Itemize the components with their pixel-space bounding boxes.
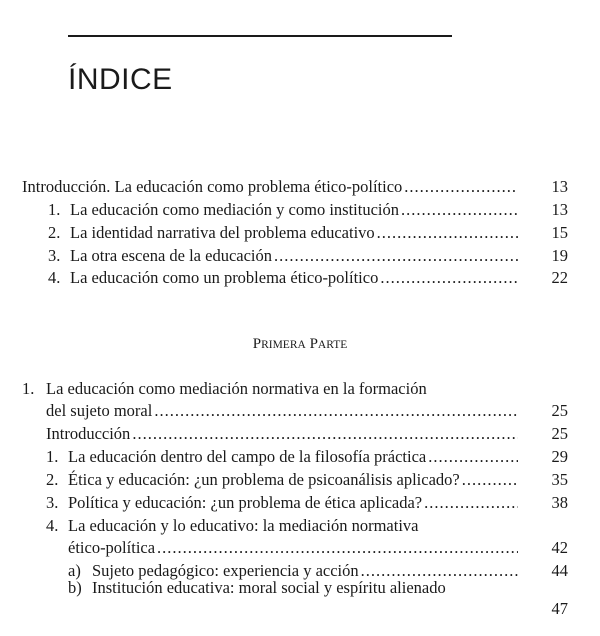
toc-entry-number: 3.: [46, 493, 59, 512]
toc-entry-intro-4[interactable]: [0, 267, 568, 289]
toc-entry-text: La educación dentro del campo de la filosofía práctica: [68, 447, 427, 466]
toc-entry-text: del sujeto moral: [46, 401, 153, 420]
toc-entry-text: La educación como mediación normativa en la formación: [46, 379, 427, 398]
toc-entry-label: a): [68, 561, 81, 580]
toc-entry-text: Ética y educación: ¿un problema de psicoanálisis aplicado?: [68, 470, 460, 489]
toc-entry-text: La identidad narrativa del problema educativo: [70, 223, 375, 242]
toc-entry-text: Institución educativa: moral social y espíritu alienado: [92, 578, 446, 597]
toc-entry-intro-3[interactable]: [0, 245, 568, 267]
dot-leader: [424, 492, 518, 514]
toc-entry-number: 1.: [48, 200, 61, 219]
dot-leader: [157, 537, 518, 559]
toc-page-number: 15: [551, 223, 568, 242]
dot-leader: [404, 176, 518, 198]
toc-entry-text: La educación como un problema ético-político: [70, 268, 379, 287]
toc-page-number: 25: [551, 401, 568, 420]
toc-chapter-1-line2[interactable]: [0, 400, 568, 422]
toc-page-number: 47: [551, 599, 568, 618]
page-title: ÍNDICE: [68, 63, 173, 96]
toc-entry-label: b): [68, 578, 82, 597]
toc-entry-chapter1-1[interactable]: [0, 446, 568, 468]
toc-entry-number: 3.: [48, 246, 61, 265]
toc-page-number: 25: [551, 424, 568, 443]
toc-entry-chapter1-4-line2[interactable]: [0, 537, 568, 559]
toc-entry-number: 2.: [48, 223, 61, 242]
toc-entry-chapter1-4-line1[interactable]: [0, 515, 568, 537]
top-rule: [68, 35, 452, 37]
toc-entry-number: 1.: [46, 447, 59, 466]
toc-entry-chapter1-intro[interactable]: [0, 423, 568, 445]
toc-entry-text: La educación como mediación y como institución: [70, 200, 399, 219]
dot-leader: [154, 400, 518, 422]
dot-leader: [380, 267, 518, 289]
dot-leader: [377, 222, 518, 244]
toc-entry-text: La educación y lo educativo: la mediación normativa: [68, 516, 419, 535]
toc-entry-text: Introducción: [46, 424, 131, 443]
part-heading: PRIMERA PARTE: [252, 336, 348, 352]
toc-page-number: 13: [551, 200, 568, 219]
toc-entry-number: 2.: [46, 470, 59, 489]
toc-entry-number: 4.: [46, 516, 59, 535]
toc-entry-text: Sujeto pedagógico: experiencia y acción: [92, 561, 359, 580]
toc-page-number: 35: [551, 470, 568, 489]
dot-leader: [401, 199, 518, 221]
toc-page-number: 13: [551, 177, 568, 196]
toc-entry-text: Política y educación: ¿un problema de ética aplicada?: [68, 493, 423, 512]
dot-leader: [274, 245, 518, 267]
toc-page-number: 29: [551, 447, 568, 466]
dot-leader: [428, 446, 518, 468]
toc-chapter-1-line1[interactable]: [0, 378, 568, 400]
toc-entry-chapter1-2[interactable]: [0, 469, 568, 491]
toc-entry-number: 1.: [22, 379, 35, 398]
toc-entry-intro[interactable]: [0, 176, 568, 198]
toc-entry-text: Introducción. La educación como problema ético-político: [22, 177, 403, 196]
toc-entry-text: La otra escena de la educación: [70, 246, 273, 265]
toc-page-number: 44: [551, 561, 568, 580]
toc-page-number: 42: [551, 538, 568, 557]
toc-entry-text: ético-política: [68, 538, 156, 557]
dot-leader: [462, 469, 518, 491]
toc-page-number: 38: [551, 493, 568, 512]
toc-subentry-b[interactable]: [0, 577, 568, 599]
dot-leader: [132, 423, 518, 445]
toc-page-number: 22: [551, 268, 568, 287]
toc-page-number: 19: [551, 246, 568, 265]
toc-entry-chapter1-3[interactable]: [0, 492, 568, 514]
toc-entry-intro-1[interactable]: [0, 199, 568, 221]
toc-entry-number: 4.: [48, 268, 61, 287]
toc-entry-intro-2[interactable]: [0, 222, 568, 244]
